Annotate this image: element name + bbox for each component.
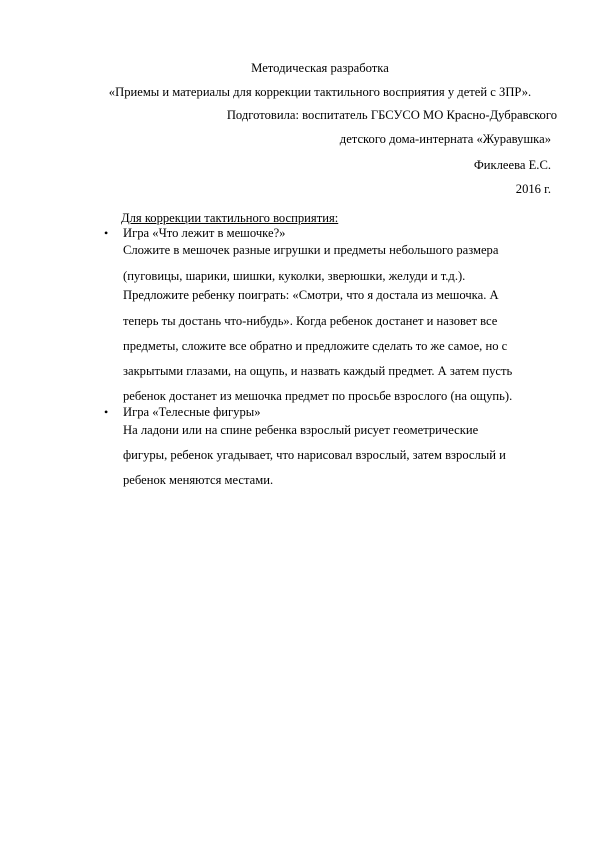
item-1-line-4: теперь ты достань что-нибудь». Когда ребенок достанет и назовет все [123,314,498,328]
item-2-line-1: На ладони или на спине ребенка взрослый рисует геометрические [123,423,479,437]
bullet-icon: • [104,405,109,419]
author-line-2: детского дома-интерната «Журавушка» [339,132,551,146]
bullet-icon: • [104,226,109,240]
item-1-line-7: ребенок достанет из мешочка предмет по просьбе взрослого (на ощупь). [123,389,513,403]
item-2-line-2: фигуры, ребенок угадывает, что нарисовал взрослый, затем взрослый и [123,448,506,462]
item-1-line-2: (пуговицы, шарики, шишки, куколки, зверюшки, желуди и т.д.). [123,269,466,283]
item-1-line-3: Предложите ребенку поиграть: «Смотри, что я достала из мешочка. А [123,288,499,302]
author-line-1: Подготовила: воспитатель ГБСУСО МО Красно-Дубравского [226,108,557,122]
section-heading: Для коррекции тактильного восприятия: [121,211,339,225]
item-1-line-6: закрытыми глазами, на ощупь, и назвать каждый предмет. А затем пусть [123,364,513,378]
item-1-line-5: предметы, сложите все обратно и предложите сделать то же самое, но с [123,339,508,353]
item-2-line-3: ребенок меняются местами. [123,473,274,487]
document-subtitle: «Приемы и материалы для коррекции тактильного восприятия у детей с ЗПР». [108,85,532,99]
document-title: Методическая разработка [251,61,389,75]
item-2-title: Игра «Телесные фигуры» [123,405,261,419]
item-1-title: Игра «Что лежит в мешочке?» [123,226,286,240]
author-name: Фиклеева Е.С. [473,158,551,172]
document-year: 2016 г. [515,182,551,196]
item-1-line-1: Сложите в мешочек разные игрушки и предметы небольшого размера [123,243,499,257]
